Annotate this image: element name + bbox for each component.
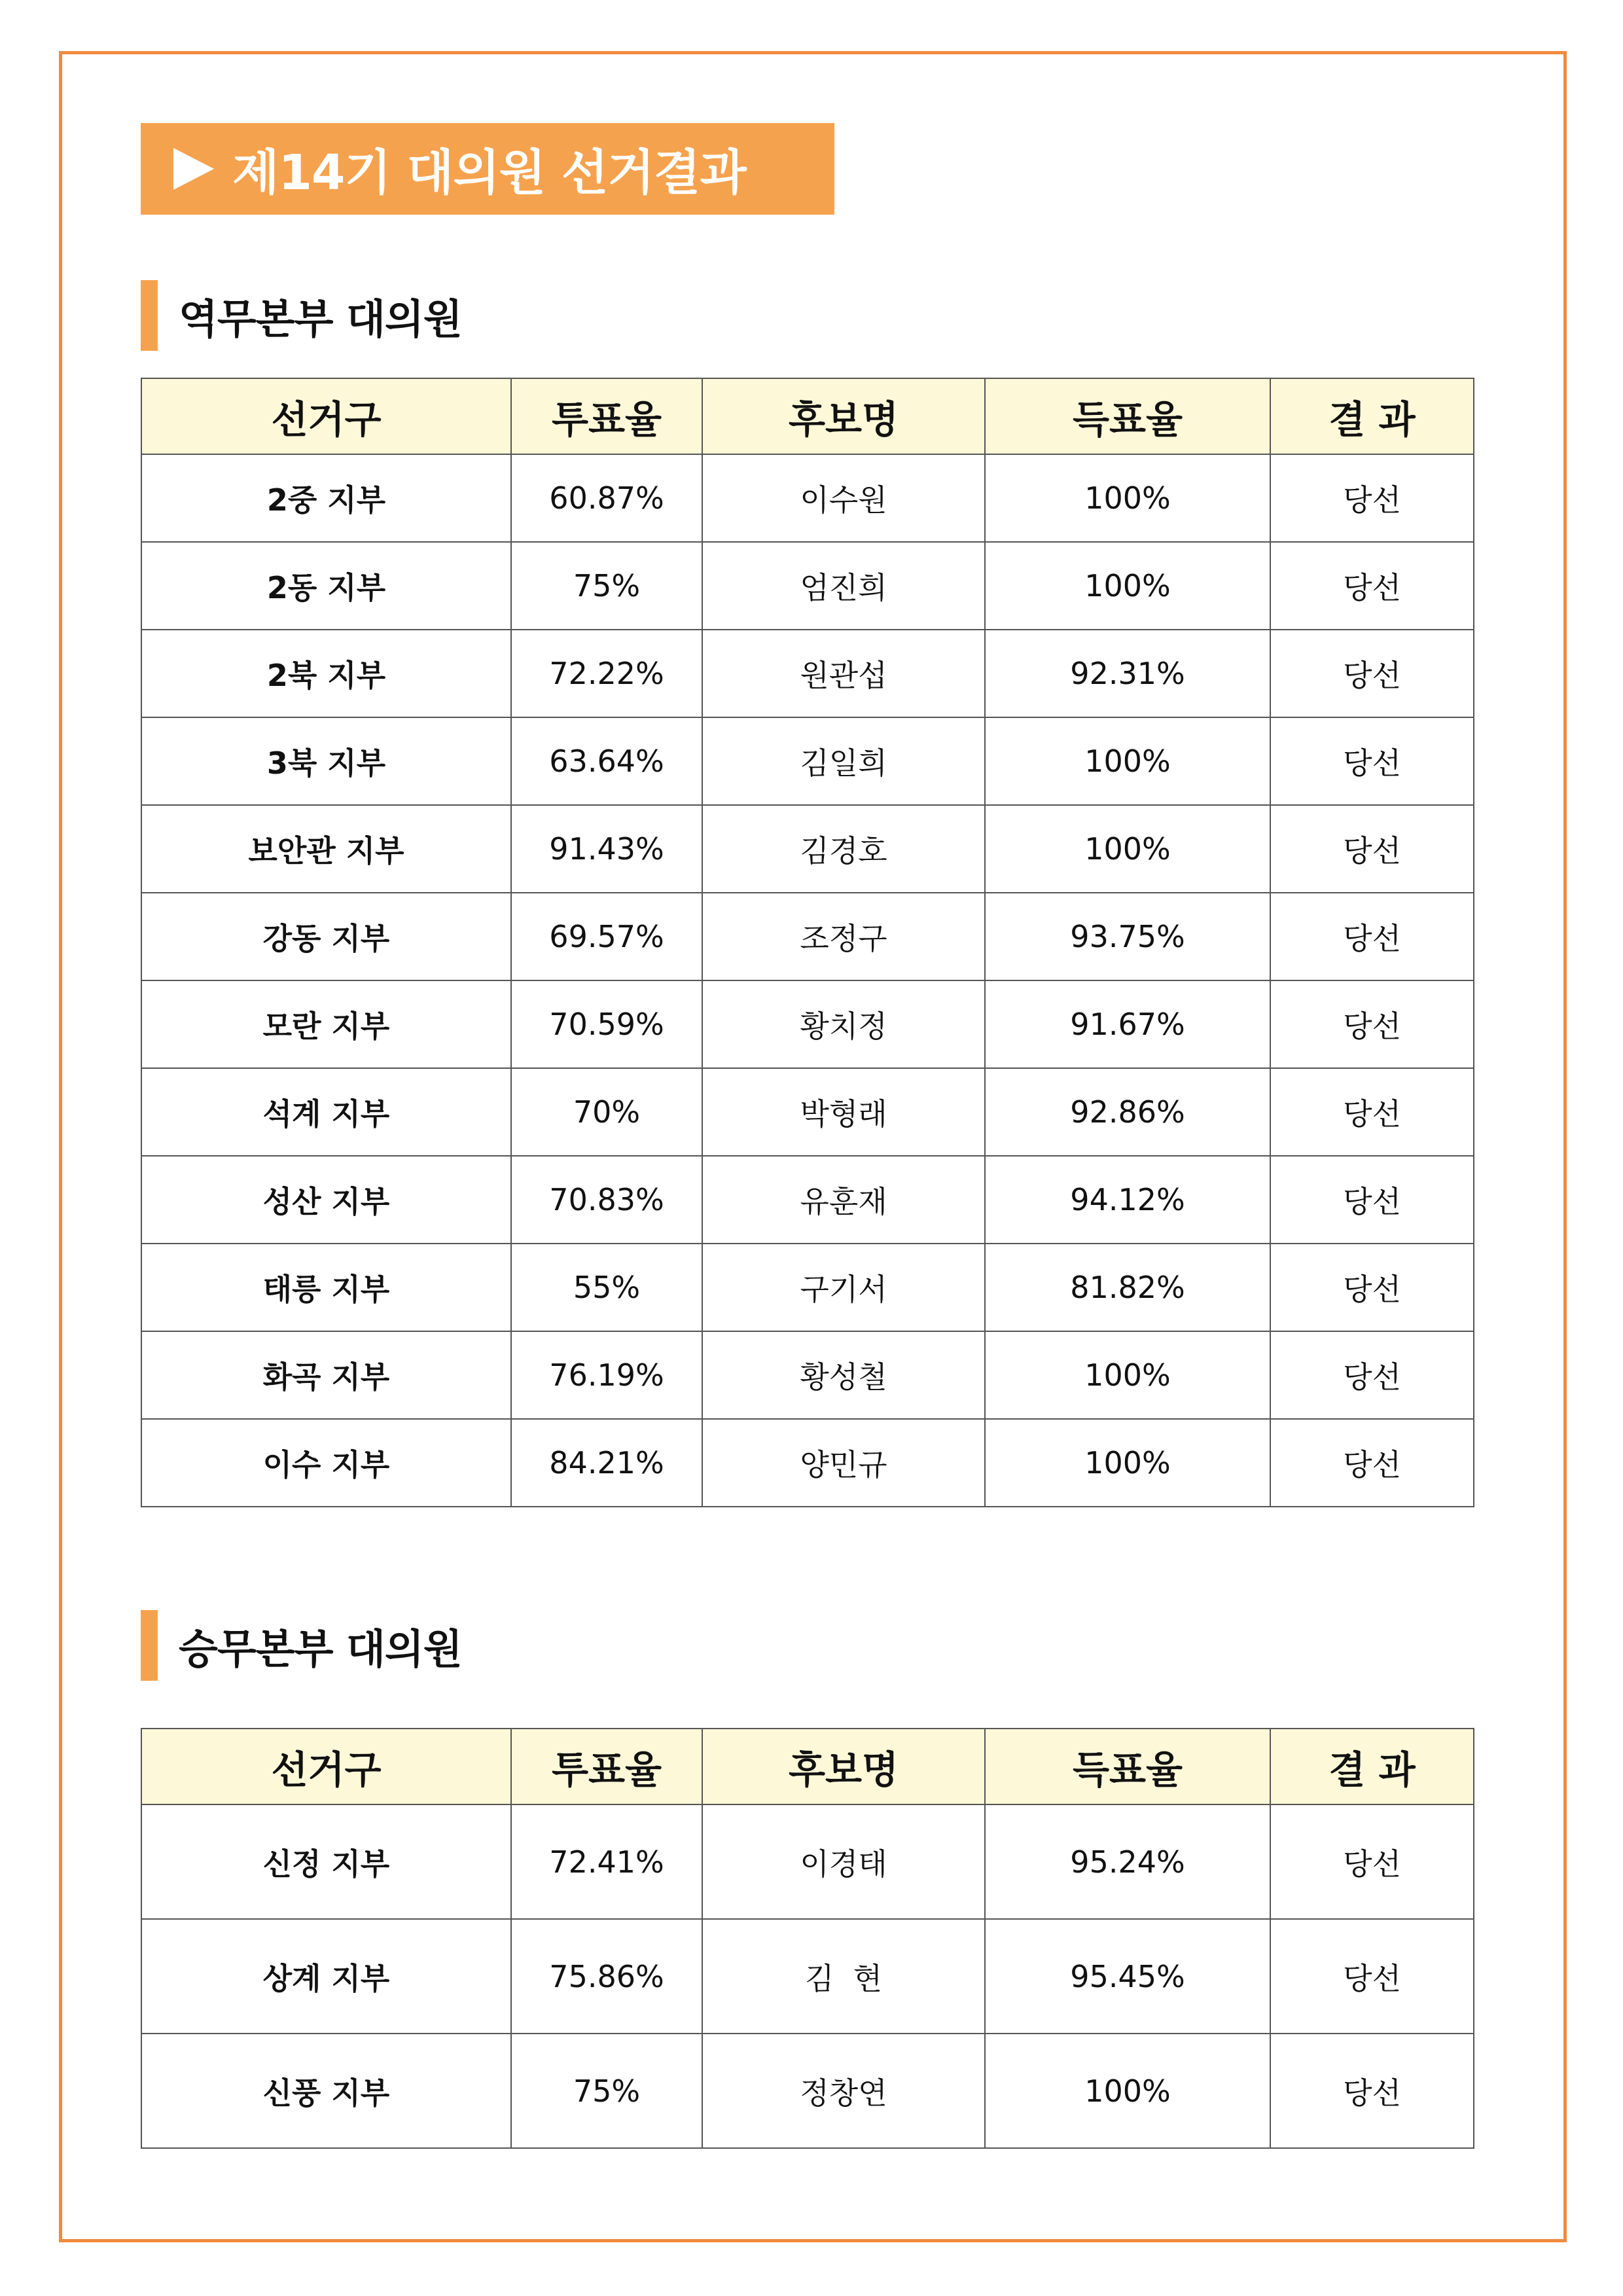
turnout-cell: 69.57%: [511, 893, 702, 980]
column-header-vote-share: 득표율: [985, 1729, 1270, 1804]
district-cell: 2북 지부: [141, 630, 511, 717]
district-cell: 석계 지부: [141, 1068, 511, 1156]
candidate-cell: 양민규: [702, 1419, 985, 1507]
result-cell: 당선: [1270, 454, 1474, 542]
result-cell: 당선: [1270, 1244, 1474, 1331]
turnout-cell: 72.22%: [511, 630, 702, 717]
district-cell: 태릉 지부: [141, 1244, 511, 1331]
table-header-row: [141, 1729, 1474, 1804]
play-arrow-icon: [173, 148, 214, 190]
section-header-station: [141, 280, 462, 351]
result-cell: 당선: [1270, 1804, 1474, 1919]
result-cell: 당선: [1270, 1419, 1474, 1507]
district-cell: 모란 지부: [141, 980, 511, 1068]
vote-share-cell: 81.82%: [985, 1244, 1270, 1331]
section-accent-bar: [141, 280, 158, 351]
district-cell: 이수 지부: [141, 1419, 511, 1507]
result-cell: 당선: [1270, 805, 1474, 893]
vote-share-cell: 100%: [985, 1331, 1270, 1419]
column-header-result: 결 과: [1270, 378, 1474, 454]
column-header-turnout: 투표율: [511, 1729, 702, 1804]
column-header-candidate: 후보명: [702, 378, 985, 454]
candidate-cell: 엄진희: [702, 542, 985, 630]
table-row: [141, 805, 1474, 893]
vote-share-cell: 92.86%: [985, 1068, 1270, 1156]
page-title: 제14기 대의원 선거결과: [232, 145, 746, 201]
candidate-cell: 이경태: [702, 1804, 985, 1919]
table-row: [141, 542, 1474, 630]
table-row: [141, 893, 1474, 980]
result-cell: 당선: [1270, 1156, 1474, 1244]
candidate-cell: 황성철: [702, 1331, 985, 1419]
table-row: [141, 717, 1474, 805]
district-cell: 2중 지부: [141, 454, 511, 542]
candidate-cell: 박형래: [702, 1068, 985, 1156]
turnout-cell: 91.43%: [511, 805, 702, 893]
table-row: [141, 1804, 1474, 1919]
district-cell: 3북 지부: [141, 717, 511, 805]
table-row: [141, 454, 1474, 542]
table-body: [141, 1804, 1474, 2148]
turnout-cell: 75%: [511, 542, 702, 630]
vote-share-cell: 93.75%: [985, 893, 1270, 980]
result-cell: 당선: [1270, 1919, 1474, 2034]
column-header-district: 선거구: [141, 378, 511, 454]
section-title: 역무본부 대의원: [179, 295, 462, 343]
column-header-district: 선거구: [141, 1729, 511, 1804]
candidate-cell: 구기서: [702, 1244, 985, 1331]
candidate-cell: 조정구: [702, 893, 985, 980]
section-header-train-crew: [141, 1610, 462, 1681]
district-cell: 2동 지부: [141, 542, 511, 630]
column-header-vote-share: 득표율: [985, 378, 1270, 454]
table-body: [141, 454, 1474, 1507]
table-row: [141, 2034, 1474, 2148]
turnout-cell: 84.21%: [511, 1419, 702, 1507]
candidate-cell: 원관섭: [702, 630, 985, 717]
vote-share-cell: 100%: [985, 2034, 1270, 2148]
district-cell: 신정 지부: [141, 1804, 511, 1919]
turnout-cell: 70.83%: [511, 1156, 702, 1244]
vote-share-cell: 100%: [985, 454, 1270, 542]
candidate-cell: 이수원: [702, 454, 985, 542]
candidate-cell: 정창연: [702, 2034, 985, 2148]
results-table-train-crew: [141, 1728, 1474, 2149]
column-header-candidate: 후보명: [702, 1729, 985, 1804]
vote-share-cell: 100%: [985, 1419, 1270, 1507]
district-cell: 보안관 지부: [141, 805, 511, 893]
table-row: [141, 1331, 1474, 1419]
turnout-cell: 55%: [511, 1244, 702, 1331]
district-cell: 화곡 지부: [141, 1331, 511, 1419]
results-table-station: [141, 378, 1474, 1507]
table-header-row: [141, 378, 1474, 454]
district-cell: 강동 지부: [141, 893, 511, 980]
table-row: [141, 980, 1474, 1068]
turnout-cell: 70.59%: [511, 980, 702, 1068]
vote-share-cell: 92.31%: [985, 630, 1270, 717]
result-cell: 당선: [1270, 1068, 1474, 1156]
turnout-cell: 75%: [511, 2034, 702, 2148]
column-header-turnout: 투표율: [511, 378, 702, 454]
result-cell: 당선: [1270, 893, 1474, 980]
turnout-cell: 75.86%: [511, 1919, 702, 2034]
table-row: [141, 1919, 1474, 2034]
table-row: [141, 1419, 1474, 1507]
turnout-cell: 70%: [511, 1068, 702, 1156]
turnout-cell: 72.41%: [511, 1804, 702, 1919]
result-cell: 당선: [1270, 542, 1474, 630]
table-row: [141, 630, 1474, 717]
candidate-cell: 유훈재: [702, 1156, 985, 1244]
vote-share-cell: 100%: [985, 717, 1270, 805]
result-cell: 당선: [1270, 980, 1474, 1068]
section-accent-bar: [141, 1610, 158, 1681]
table-row: [141, 1156, 1474, 1244]
vote-share-cell: 95.24%: [985, 1804, 1270, 1919]
vote-share-cell: 91.67%: [985, 980, 1270, 1068]
candidate-cell: 김 현: [702, 1919, 985, 2034]
column-header-result: 결 과: [1270, 1729, 1474, 1804]
vote-share-cell: 100%: [985, 542, 1270, 630]
result-cell: 당선: [1270, 717, 1474, 805]
vote-share-cell: 94.12%: [985, 1156, 1270, 1244]
candidate-cell: 황치정: [702, 980, 985, 1068]
district-cell: 상계 지부: [141, 1919, 511, 2034]
district-cell: 성산 지부: [141, 1156, 511, 1244]
section-title: 승무본부 대의원: [179, 1624, 462, 1673]
district-cell: 신풍 지부: [141, 2034, 511, 2148]
vote-share-cell: 100%: [985, 805, 1270, 893]
turnout-cell: 63.64%: [511, 717, 702, 805]
turnout-cell: 76.19%: [511, 1331, 702, 1419]
candidate-cell: 김일희: [702, 717, 985, 805]
result-cell: 당선: [1270, 630, 1474, 717]
vote-share-cell: 95.45%: [985, 1919, 1270, 2034]
result-cell: 당선: [1270, 2034, 1474, 2148]
result-cell: 당선: [1270, 1331, 1474, 1419]
table-row: [141, 1244, 1474, 1331]
title-banner: [141, 123, 834, 215]
table-row: [141, 1068, 1474, 1156]
turnout-cell: 60.87%: [511, 454, 702, 542]
candidate-cell: 김경호: [702, 805, 985, 893]
